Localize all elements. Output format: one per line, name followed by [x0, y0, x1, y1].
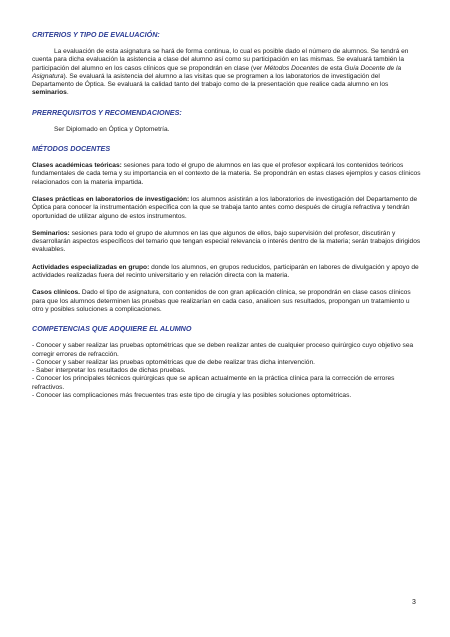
prerrequisitos-text: Ser Diplomado en Óptica y Optometría. — [54, 125, 170, 133]
metodo-lead: Clases prácticas en laboratorios de investigación: — [32, 195, 190, 203]
section-heading-competencias: COMPETENCIAS QUE ADQUIERE EL ALUMNO — [32, 324, 192, 334]
criterios-italic-1: Métodos Docentes — [264, 64, 320, 72]
metodo-item — [32, 162, 422, 187]
criterios-italic-2: Guía Docente de la Asignatura — [32, 64, 402, 80]
metodo-text: sesiones para todo el grupo de alumnos en las que algunos de ellos, bajo supervisión del profesor, discutirán y desarrollarán aspectos específicos del temario que tengan especial relevancia o interés dentro de la materia; serán trabajos dirigidos evaluables. — [32, 229, 421, 254]
metodo-text: sesiones para todo el grupo de alumnos en las que el profesor explicará los contenidos teóricos fundamentales de cada tema y su importancia en el contexto de la materia. Se propondrán en estas clases ejemplos y casos clínicos relacionados con la materia impartida. — [32, 162, 421, 186]
metodo-lead: Seminarios: — [32, 229, 70, 237]
criterios-text-3: ). Se evaluará la asistencia del alumno a las visitas que se programen a los laboratorios de investigación del Departamento de Óptica. Se evaluará la calidad tanto del trabajo como de la presentación que realice cada alumno en los — [32, 72, 389, 89]
metodo-lead: Actividades especializadas en grupo: — [32, 263, 150, 271]
criterios-text-1: La evaluación de esta asignatura se hará de forma continua, lo cual es posible dado el número de alumnos. Se tendrá en cuenta para dicha evaluación la asistencia a clase del alumno así como su participación en las mismas. Se evaluará también la participación del alumno en los casos clínicos que se propondrán en clase (ver — [32, 48, 409, 72]
metodo-lead: Clases académicas teóricas: — [32, 162, 122, 170]
competencia-item: - Conocer y saber realizar las pruebas optométricas que se deben realizar antes de cualquier proceso quirúrgico cuyo objetivo sea corregir errores de refracción. — [32, 342, 414, 358]
section-heading-prerrequisitos: PRERREQUISITOS Y RECOMENDACIONES: — [32, 107, 182, 117]
metodo-item — [32, 264, 422, 281]
competencia-item: - Conocer y saber realizar las pruebas optométricas que de debe realizar tras dicha intervención. — [32, 358, 315, 366]
metodo-lead: Casos clínicos. — [32, 289, 81, 297]
metodo-item — [32, 289, 422, 314]
metodo-item — [32, 196, 422, 221]
criterios-text-2: de esta — [319, 64, 345, 72]
metodo-item — [32, 230, 422, 255]
criterios-paragraph — [32, 48, 422, 98]
section-heading-criterios: CRITERIOS Y TIPO DE EVALUACIÓN: — [32, 30, 160, 39]
competencia-item: - Saber interpretar los resultados de dichas pruebas. — [32, 367, 186, 375]
metodo-text: los alumnos asistirán a los laboratorios de investigación del Departamento de Óptica para conocer la instrumentación específica con la que se trabaja tanto antes como después de cirugía refractiva y tendrán oportunidad de utilizar alguno de estos instrumentos. — [32, 195, 418, 220]
metodo-text: donde los alumnos, en grupos reducidos, participarán en labores de divulgación y apoyo de actividades realizadas fuera del recinto universitario y en relación directa con la materia. — [32, 263, 419, 280]
criterios-bold: seminarios — [32, 89, 67, 97]
competencias-list — [32, 342, 422, 400]
page-number: 3 — [412, 599, 416, 606]
competencia-item: - Conocer las complicaciones más frecuentes tras este tipo de cirugía y las posibles soluciones optométricas. — [32, 392, 352, 400]
section-heading-metodos: MÉTODOS DOCENTES — [32, 144, 111, 154]
page-content — [32, 30, 422, 400]
metodo-text: Dado el tipo de asignatura, con contenidos de con gran aplicación clínica, se propondrán en clase casos clínicos para que los alumnos determinen las pruebas que realizarían en cada caso, analicen sus resultados, propongan un tratamiento u otro y posibles soluciones a complicaciones. — [32, 289, 411, 313]
competencia-item: - Conocer los principales técnicos quirúrgicas que se aplican actualmente en la práctica clínica para la corrección de errores refractivos. — [32, 375, 395, 391]
criterios-text-end: . — [66, 89, 69, 97]
